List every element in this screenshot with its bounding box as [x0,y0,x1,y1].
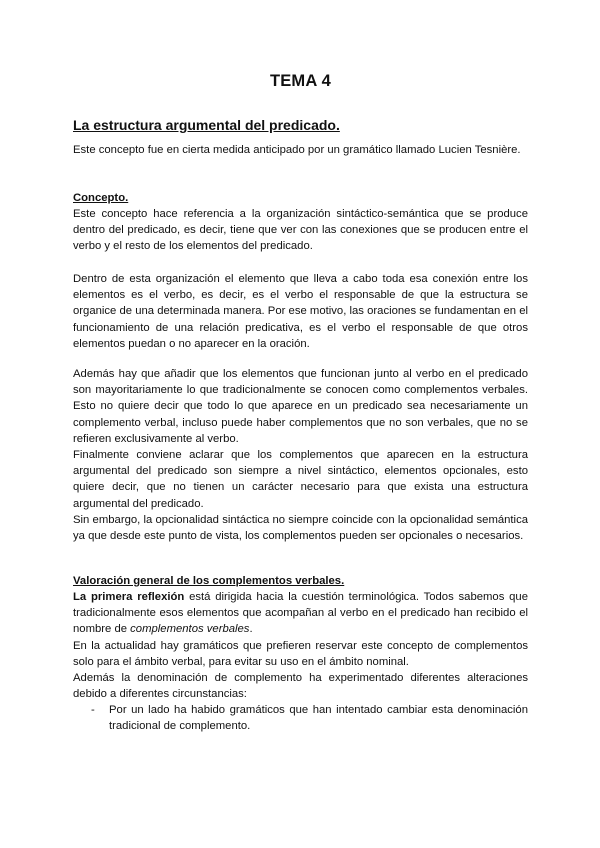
first-reflection-text: está dirigida hacia la cuestión terminológica. Todos sabemos que tradicionalmente esos elementos que acompañan al verbo en el predicado han recibido el nombre de [73,591,528,636]
evaluation-block [73,589,528,702]
first-reflection-label: La primera reflexión [73,591,185,603]
organization-block [73,271,528,352]
first-reflection-paragraph [73,589,528,638]
concept-paragraph: Este concepto hace referencia a la organización sintáctico-semántica que se produce dentro del predicado, es decir, tiene que ver con las conexiones que se producen entre el verbo y el resto de los elementos del predicado. [73,208,528,253]
additional-paragraph-1: Además hay que añadir que los elementos que funcionan junto al verbo en el predicado son mayoritariamente lo que tradicionalmente se conocen como complementos verbales. Esto no quiere decir que todo lo que aparece en un predicado sea necesariamente un complemento verbal, incluso puede haber complementos que no son verbales, que no se refieren exclusivamente al verbo. [73,368,528,445]
intro-paragraph: Este concepto fue en cierta medida anticipado por un gramático llamado Lucien Tesnière. [73,144,521,156]
intro-block [73,142,528,158]
concept-block [73,206,528,255]
evaluation-heading: Valoración general de los complementos verbales. [73,575,345,587]
evaluation-paragraph-2: Además la denominación de complemento ha experimentado diferentes alteraciones debido a diferentes circunstancias: [73,672,528,701]
first-reflection-end: . [249,623,253,636]
list-item-text: Por un lado ha habido gramáticos que han intentado cambiar esta denominación tradicional de complemento. [109,704,528,733]
first-reflection-term: complementos verbales [130,623,250,636]
additional-block [73,366,528,544]
additional-paragraph-3: Sin embargo, la opcionalidad sintáctica no siempre coincide con la opcionalidad semántica ya que desde este punto de vista, los complementos pueden ser opcionales o necesarios. [73,513,528,543]
organization-paragraph: Dentro de esta organización el elemento que lleva a cabo toda esa conexión entre los elementos es el verbo, es decir, es el verbo el responsable de que la estructura se organice de una determinada manera. Por ese motivo, las oraciones se fundamentan en el funcionamiento de una relación predicativa, es el verbo el responsable de que otros elementos puedan o no aparecer en la oración. [73,273,528,350]
list-item [91,702,528,734]
evaluation-paragraph-1: En la actualidad hay gramáticos que prefieren reservar este concepto de complementos solo para el ámbito verbal, para evitar su uso en el ámbito nominal. [73,639,528,668]
circumstances-list [91,702,528,734]
section-heading: La estructura argumental del predicado. [73,117,340,133]
additional-paragraph-2: Finalmente conviene aclarar que los complementos que aparecen en la estructura argumental del predicado son siempre a nivel sintáctico, elementos opcionales, esto quiere decir, que no tienen un carácter necesario para que exista una estructura argumental del predicado. [73,449,528,510]
page-title: TEMA 4 [269,72,332,90]
concept-heading: Concepto. [73,192,129,204]
list-dash: - [91,704,95,716]
